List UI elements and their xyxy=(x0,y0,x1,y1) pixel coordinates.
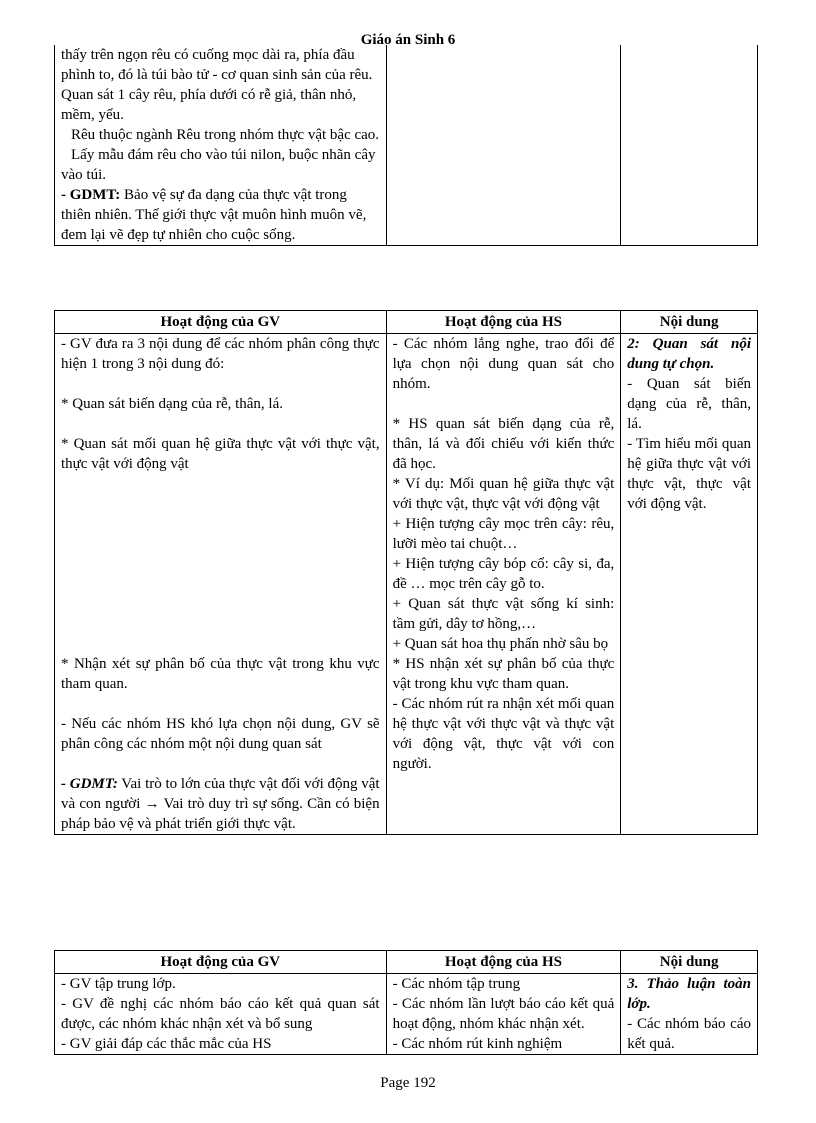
hs-item: + Hiện tượng cây bóp cổ: cây si, đa, đề … mọc trên cây gỗ to. xyxy=(392,556,615,592)
rêu-classification: Rêu thuộc ngành Rêu trong nhóm thực vật bậc cao. xyxy=(71,127,380,143)
header-noi-dung: Nội dung xyxy=(621,311,758,334)
gv-item: * Nhận xét sự phân bố của thực vật trong khu vực tham quan. xyxy=(61,656,380,692)
hs-item: * Ví dụ: Mối quan hệ giữa thực vật với thực vật, thực vật với động vật xyxy=(392,476,615,512)
header-hs: Hoạt động của HS xyxy=(386,311,621,334)
gv-item: - GV giải đáp các thắc mắc của HS xyxy=(61,1036,272,1052)
hs-item: - Các nhóm tập trung xyxy=(392,976,521,992)
activity-table-2 xyxy=(54,310,758,835)
page-header: Giáo án Sinh 6 xyxy=(360,32,456,48)
gv-item: - Nếu các nhóm HS khó lựa chọn nội dung, GV sẽ phân công các nhóm một nội dung quan sát xyxy=(61,716,380,752)
gv-item: - GV đưa ra 3 nội dung để các nhóm phân công thực hiện 1 trong 3 nội dung đó: xyxy=(61,336,380,372)
gv-gdmt-note: - GDMT: Vai trò to lớn của thực vật đối với động vật và con người → Vai trò duy trì sự sống. Cần có biện pháp bảo vệ và phát triển giới thực vật. xyxy=(61,776,380,832)
rêu-description: thấy trên ngọn rêu có cuống mọc dài ra, phía đầu phình to, đó là túi bào tử - cơ quan sinh sản của rêu. Quan sát 1 cây rêu, phía dưới có rễ giả, thân nhỏ, mềm, yếu. xyxy=(61,47,373,123)
hs-item: + Hiện tượng cây mọc trên cây: rêu, lưỡi mèo tai chuột… xyxy=(392,516,615,552)
noi-dung-item: - Tìm hiểu mối quan hệ giữa thực vật với thực vật, thực vật với động vật. xyxy=(627,436,751,512)
gv-item: - GV tập trung lớp. xyxy=(61,976,176,992)
noi-dung-cell xyxy=(621,974,758,1055)
hs-item: - Các nhóm rút ra nhận xét mối quan hệ thực vật với thực vật và thực vật với động vật, thực vật với con người. xyxy=(392,696,615,772)
activity-table-3 xyxy=(54,950,758,1055)
hs-item: + Quan sát hoa thụ phấn nhờ sâu bọ xyxy=(392,636,609,652)
hs-item: + Quan sát thực vật sống kí sinh: tầm gửi, dây tơ hồng,… xyxy=(392,596,615,632)
continuation-gv-cell xyxy=(55,45,387,246)
hs-item: - Các nhóm lần lượt báo cáo kết quả hoạt động, nhóm khác nhận xét. xyxy=(392,996,615,1032)
noi-dung-item: - Quan sát biến dạng của rễ, thân, lá. xyxy=(627,376,751,432)
rêu-sample: Lấy mẫu đám rêu cho vào túi nilon, buộc nhãn cây vào túi. xyxy=(61,147,376,183)
header-gv: Hoạt động của GV xyxy=(55,951,387,974)
gv-item: - GV đề nghị các nhóm báo cáo kết quả quan sát được, các nhóm khác nhận xét và bổ sung xyxy=(61,996,380,1032)
hs-item: - Các nhóm rút kinh nghiệm xyxy=(392,1036,563,1052)
noi-dung-item: - Các nhóm báo cáo kết quả. xyxy=(627,1016,751,1052)
header-noi-dung: Nội dung xyxy=(621,951,758,974)
noi-dung-title: 2: Quan sát nội dung tự chọn. xyxy=(627,336,751,372)
hs-item: * HS nhận xét sự phân bố của thực vật trong khu vực tham quan. xyxy=(392,656,615,692)
gv-item: * Quan sát biến dạng của rễ, thân, lá. xyxy=(61,396,284,412)
header-gv: Hoạt động của GV xyxy=(55,311,387,334)
header-hs: Hoạt động của HS xyxy=(386,951,621,974)
gv-item: * Quan sát mối quan hệ giữa thực vật với thực vật, thực vật với động vật xyxy=(61,436,380,472)
continuation-nd-cell xyxy=(621,45,758,246)
gv-activity-cell xyxy=(55,334,387,835)
noi-dung-title: 3. Thảo luận toàn lớp. xyxy=(627,976,751,1012)
gdmt-note: - GDMT: Bảo vệ sự đa dạng của thực vật trong thiên nhiên. Thế giới thực vật muôn hình muôn vẽ, đem lại vẽ đẹp tự nhiên cho cuộc sống. xyxy=(61,187,367,243)
page-number: Page 192 xyxy=(380,1075,436,1091)
hs-activity-cell xyxy=(386,974,621,1055)
hs-item: - Các nhóm lắng nghe, trao đổi để lựa chọn nội dung quan sát cho nhóm. xyxy=(392,336,615,392)
continuation-hs-cell xyxy=(386,45,621,246)
hs-activity-cell xyxy=(386,334,621,835)
noi-dung-cell xyxy=(621,334,758,835)
continuation-table xyxy=(54,45,758,246)
gv-activity-cell xyxy=(55,974,387,1055)
hs-item: * HS quan sát biến dạng của rễ, thân, lá và đối chiếu với kiến thức đã học. xyxy=(392,416,615,472)
